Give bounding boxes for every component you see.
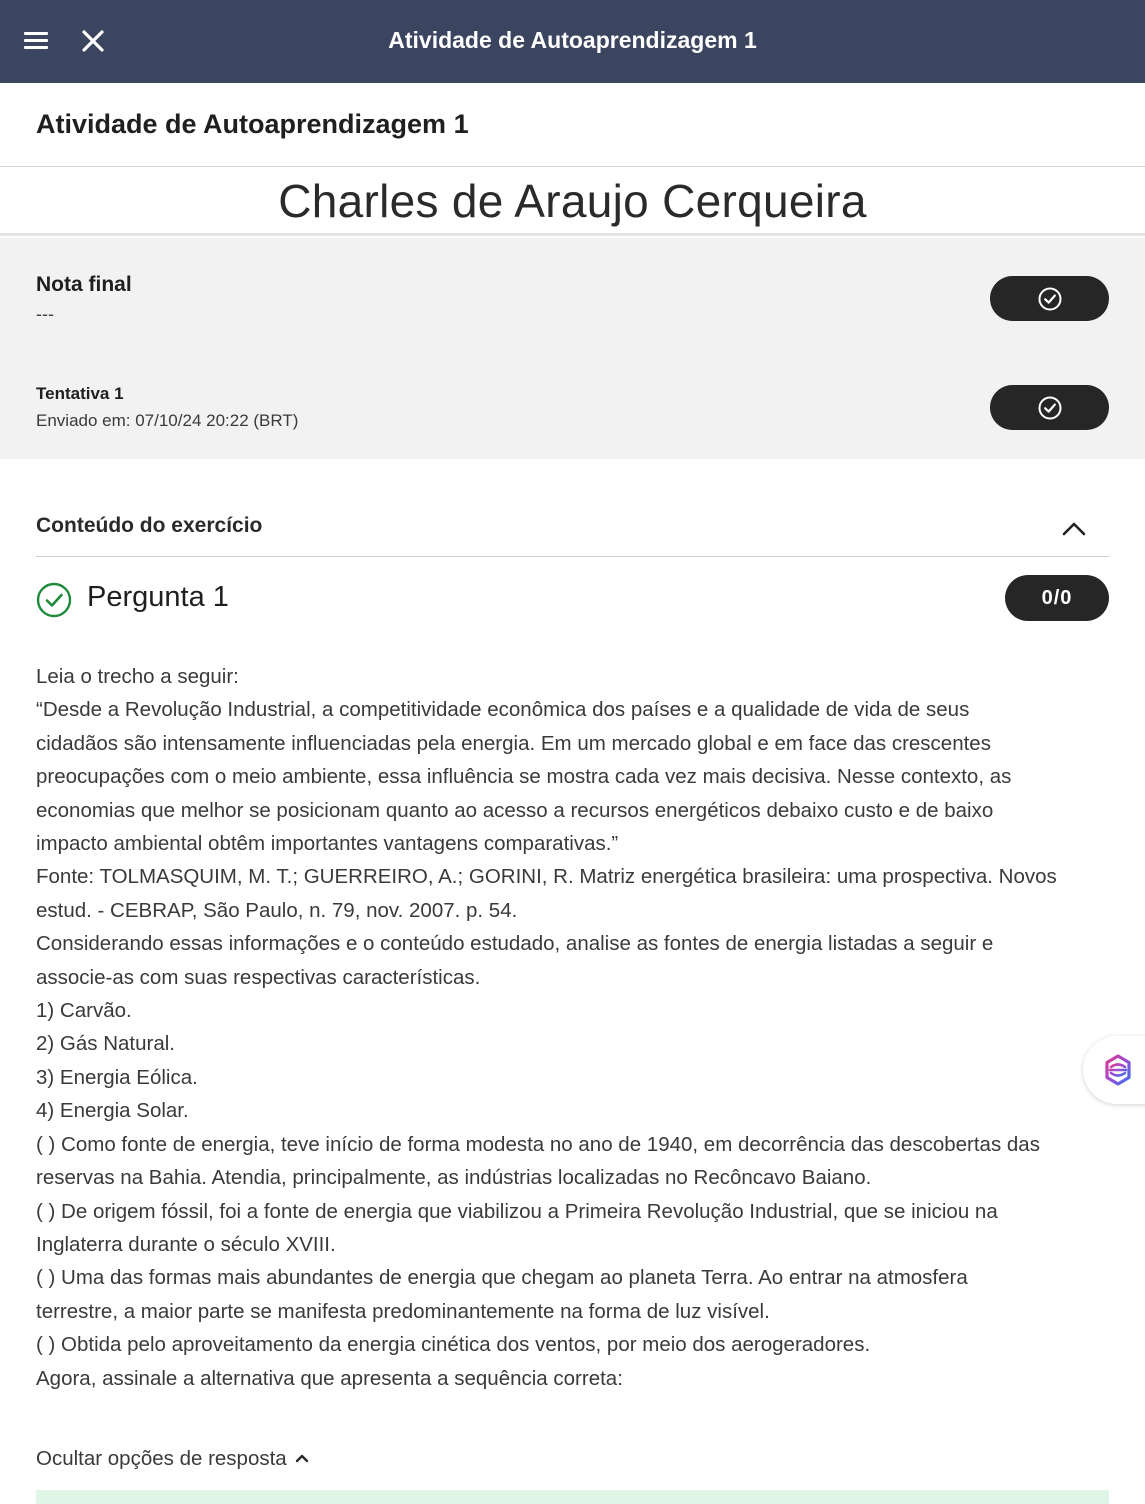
question-line: impacto ambiental obtêm importantes vantagens comparativas.” xyxy=(36,832,619,856)
attempt-grade-button[interactable] xyxy=(990,385,1109,430)
student-banner xyxy=(0,168,1145,236)
check-circle-icon xyxy=(1037,395,1063,421)
question-line: Leia o trecho a seguir: xyxy=(36,665,239,688)
page-header xyxy=(0,83,1145,167)
question-line: ( ) De origem fóssil, foi a fonte de energia que viabilizou a Primeira Revolução Industrial, que se iniciou na xyxy=(36,1199,998,1223)
question-line: terrestre, a maior parte se manifesta predominantemente na forma de luz visível. xyxy=(36,1299,770,1323)
question-line: Agora, assinale a alternativa que apresenta a sequência correta: xyxy=(36,1366,623,1390)
final-grade-button[interactable] xyxy=(990,276,1109,321)
student-name: Charles de Araujo Cerqueira xyxy=(278,175,867,227)
question-line: ( ) Uma das formas mais abundantes de energia que chegam ao planeta Terra. Ao entrar na atmosfera xyxy=(36,1266,968,1290)
question-line: 2) Gás Natural. xyxy=(36,1032,175,1056)
question-line: ( ) Como fonte de energia, teve início de forma modesta no ano de 1940, em decorrência das descobertas das xyxy=(36,1132,1040,1156)
question-line: 3) Energia Eólica. xyxy=(36,1065,198,1089)
attempt-label: Tentativa 1 xyxy=(36,384,124,403)
assistant-button[interactable] xyxy=(1083,1036,1145,1104)
check-circle-icon xyxy=(36,582,72,618)
question-line: 4) Energia Solar. xyxy=(36,1099,189,1123)
question-line: estud. - CEBRAP, São Paulo, n. 79, nov. 2007. p. 54. xyxy=(36,898,518,922)
question-line: reservas na Bahia. Atendia, principalmente, as indústrias localizadas no Recôncavo Baiano. xyxy=(36,1166,872,1190)
page-title: Atividade de Autoaprendizagem 1 xyxy=(36,109,469,139)
hide-answer-options-button[interactable] xyxy=(36,1447,309,1471)
top-bar xyxy=(0,0,1145,83)
app-title: Atividade de Autoaprendizagem 1 xyxy=(388,27,757,53)
exercise-content-header[interactable] xyxy=(36,500,1109,557)
section-title: Conteúdo do exercício xyxy=(36,514,263,537)
grades-panel xyxy=(0,238,1145,459)
question-line: Inglaterra durante o século XVIII. xyxy=(36,1232,336,1256)
question-title: Pergunta 1 xyxy=(87,581,229,613)
score-badge: 0/0 xyxy=(1005,575,1109,621)
question-line: economias que melhor se posicionam quanto ao acesso a recursos energéticos debaixo custo e de baixo xyxy=(36,798,994,822)
question-header xyxy=(36,575,1109,625)
chevron-up-icon[interactable] xyxy=(1059,514,1089,544)
final-grade-label: Nota final xyxy=(36,273,132,296)
submitted-timestamp: Enviado em: 07/10/24 20:22 (BRT) xyxy=(36,411,299,430)
question-line: Fonte: TOLMASQUIM, M. T.; GUERREIRO, A.; GORINI, R. Matriz energética brasileira: uma prospectiva. Novos xyxy=(36,865,1057,889)
hide-answer-options-label: Ocultar opções de resposta xyxy=(36,1447,287,1470)
question-line: ( ) Obtida pelo aproveitamento da energia cinética dos ventos, por meio dos aerogeradores. xyxy=(36,1333,871,1357)
question-line: associe-as com suas respectivas características. xyxy=(36,965,481,989)
answer-option-correct[interactable] xyxy=(36,1490,1109,1504)
caret-up-icon xyxy=(295,1450,309,1466)
check-circle-icon xyxy=(1037,286,1063,312)
assistant-icon xyxy=(1101,1053,1135,1087)
question-body xyxy=(36,660,1111,1395)
question-line: 1) Carvão. xyxy=(36,999,132,1023)
question-line: cidadãos são intensamente influenciadas pela energia. Em um mercado global e em face das crescentes xyxy=(36,731,991,755)
question-line: preocupações com o meio ambiente, essa influência se mostra cada vez mais decisiva. Nesse contexto, as xyxy=(36,765,1012,789)
question-line: “Desde a Revolução Industrial, a competitividade econômica dos países e a qualidade de vida de seus xyxy=(36,698,970,722)
final-grade-value: --- xyxy=(36,304,54,324)
question-line: Considerando essas informações e o conteúdo estudado, analise as fontes de energia listadas a seguir e xyxy=(36,932,994,956)
